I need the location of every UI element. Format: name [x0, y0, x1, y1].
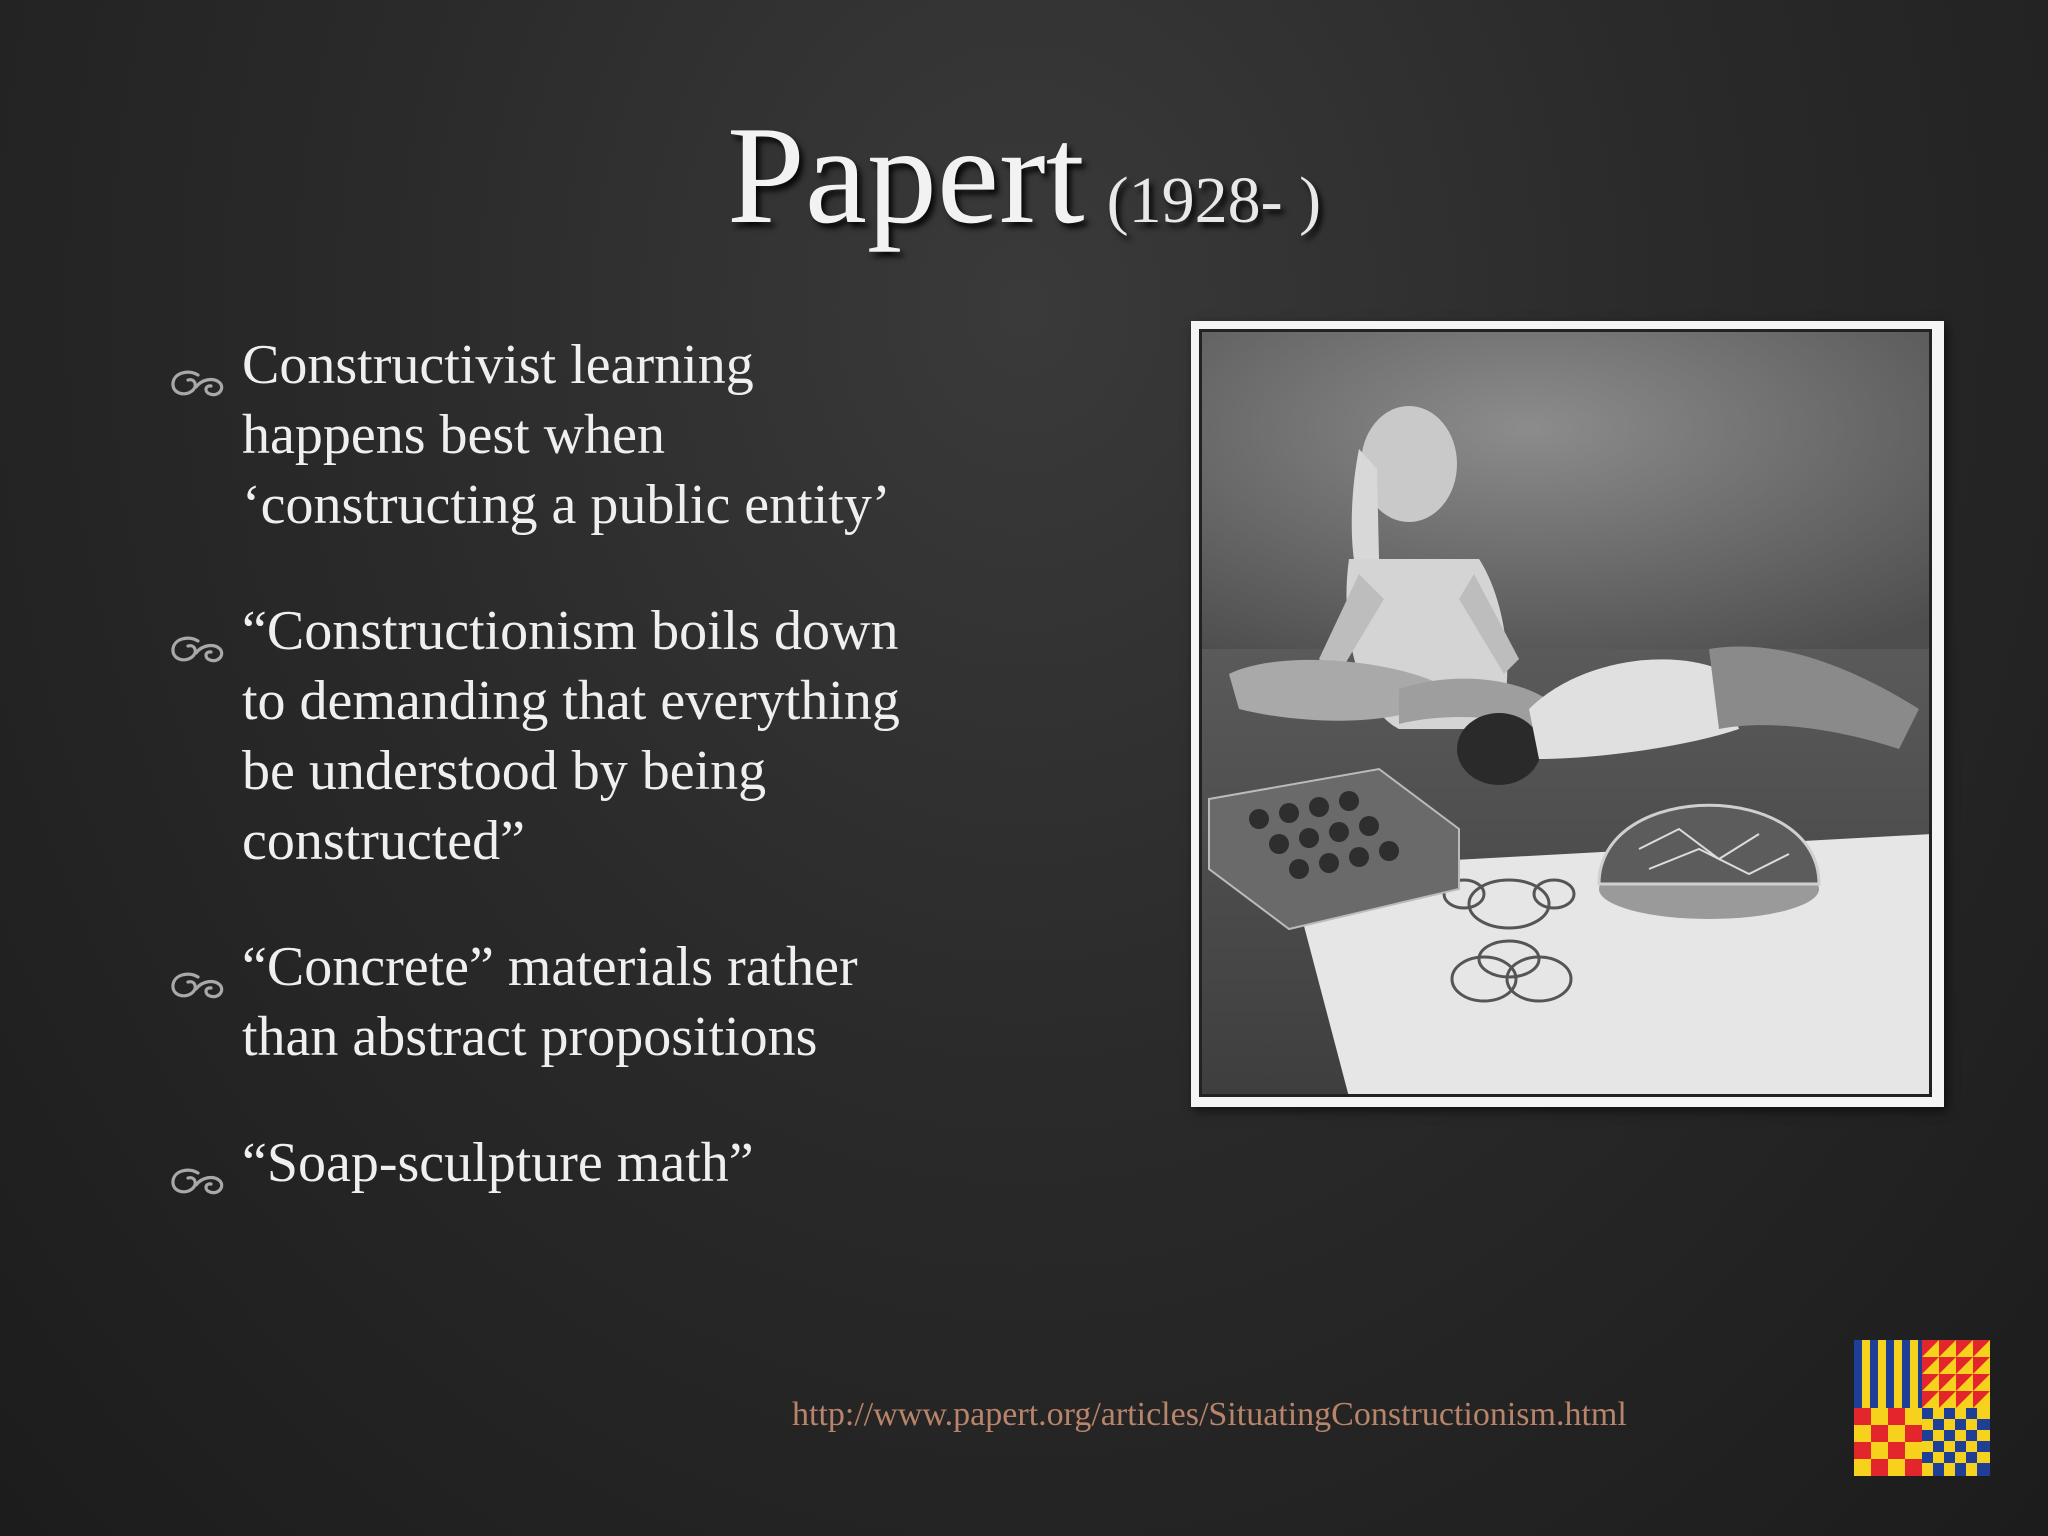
bullet-line: happens best when — [242, 404, 666, 466]
photo-frame — [1191, 321, 1944, 1107]
bullet-item — [168, 330, 1028, 540]
bullet-line: than abstract propositions — [242, 1006, 818, 1068]
bullet-item — [168, 596, 1028, 876]
bullet-line: constructed” — [242, 810, 525, 872]
curl-bullet-icon — [168, 348, 226, 382]
bullet-line: be understood by being — [242, 740, 767, 802]
bullet-line: to demanding that everything — [242, 670, 900, 732]
curl-bullet-icon — [168, 1146, 226, 1180]
bullet-line: “Concrete” materials rather — [242, 936, 858, 998]
slide-title — [0, 95, 2048, 256]
title-name: Papert — [726, 98, 1085, 253]
bullet-line: ‘constructing a public entity’ — [242, 474, 891, 536]
bullet-line: “Constructionism boils down — [242, 600, 899, 662]
bullet-item — [168, 932, 1028, 1072]
source-url-link[interactable]: http://www.papert.org/articles/SituatingConstructionism.html — [792, 1396, 1627, 1433]
bullet-line: “Soap-sculpture math” — [242, 1132, 754, 1194]
curl-bullet-icon — [168, 614, 226, 648]
title-years: (1928- ) — [1106, 164, 1322, 237]
checkered-logo-icon — [1854, 1340, 1990, 1476]
curl-bullet-icon — [168, 950, 226, 984]
bullet-item — [168, 1128, 1028, 1198]
children-with-robot-photo — [1199, 329, 1932, 1097]
bullet-line: Constructivist learning — [242, 334, 754, 396]
bullet-list — [168, 330, 1028, 1198]
